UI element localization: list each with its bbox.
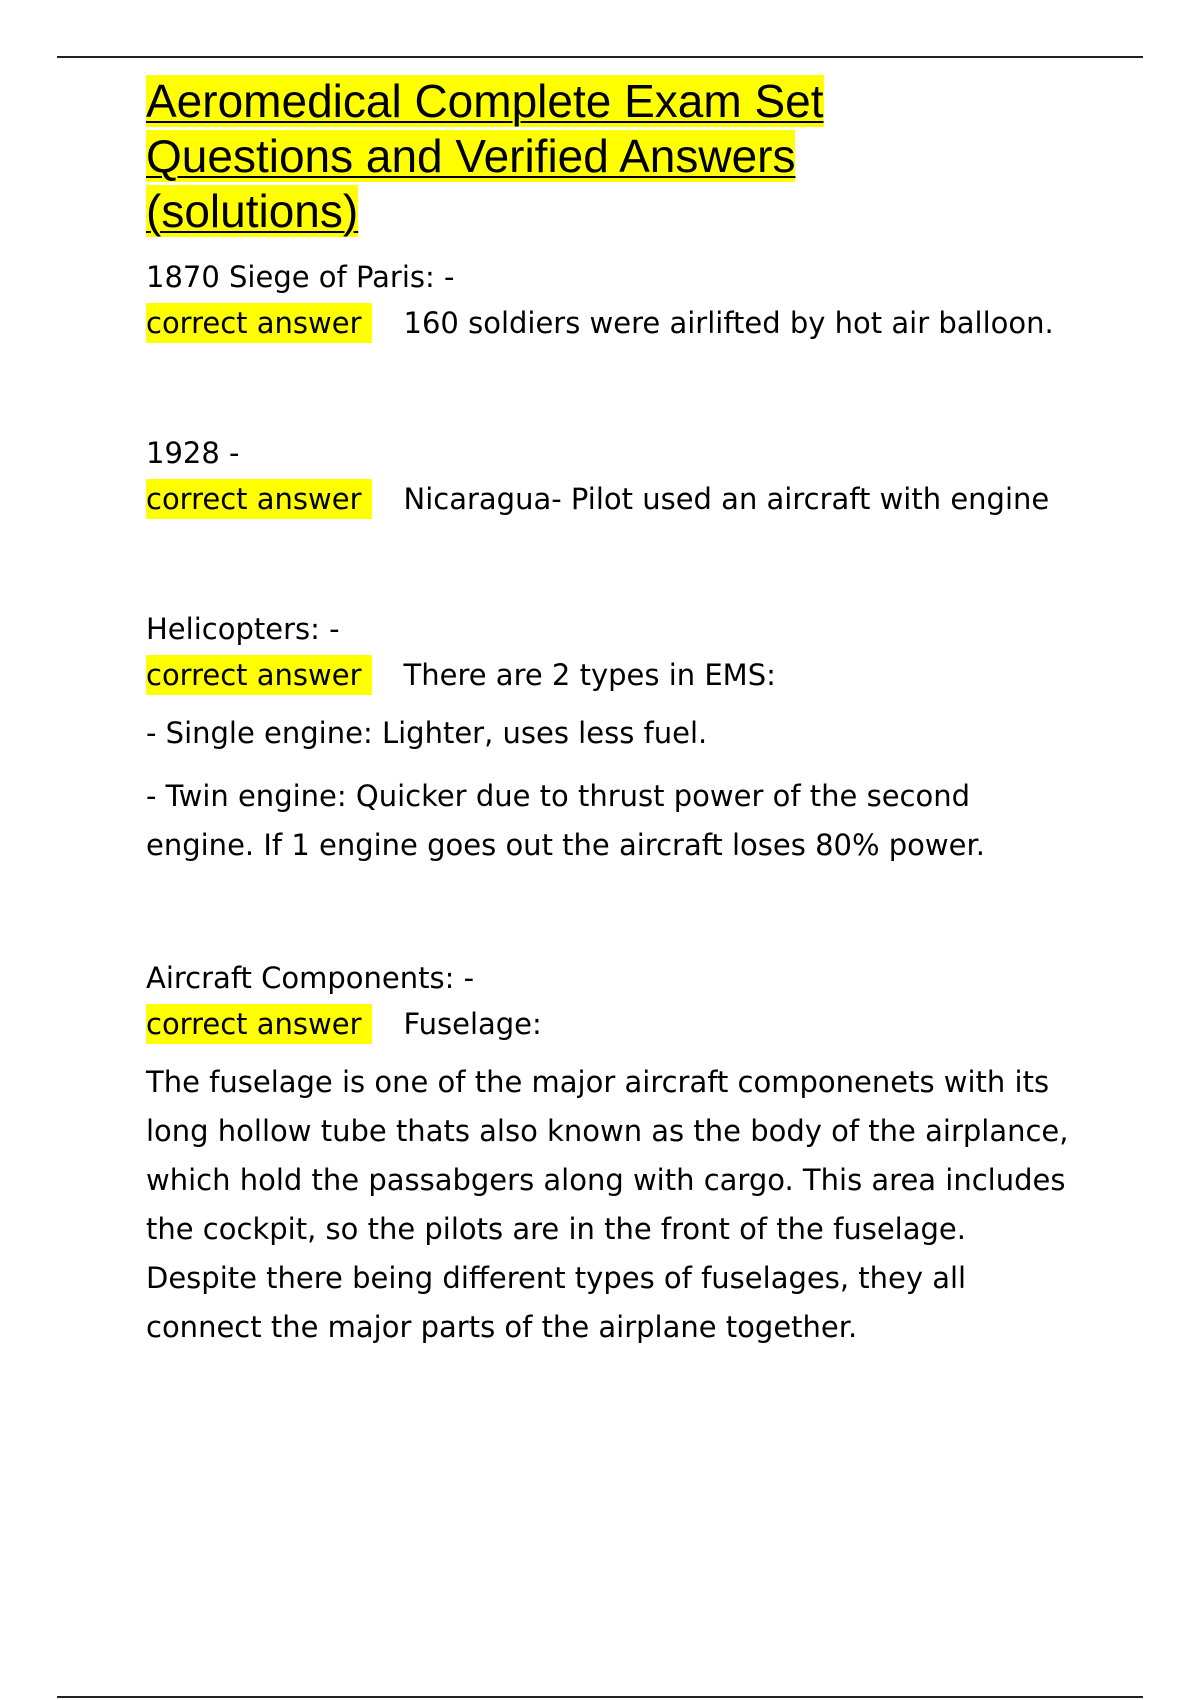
top-divider bbox=[57, 56, 1143, 58]
answer-text: 160 soldiers were airlifted by hot air balloon. bbox=[403, 306, 1054, 340]
answer-label-highlight: correct answer bbox=[146, 1004, 372, 1044]
answer-label-highlight: correct answer bbox=[146, 655, 372, 695]
title-line: Aeromedical Complete Exam Set bbox=[146, 75, 824, 127]
title-line: Questions and Verified Answers bbox=[146, 130, 796, 182]
title-line: (solutions) bbox=[146, 185, 359, 237]
answer-row bbox=[146, 655, 1086, 695]
answer-row bbox=[146, 303, 1086, 343]
answer-row bbox=[146, 479, 1086, 519]
question-text: Helicopters: - bbox=[146, 612, 340, 646]
answer-text: Fuselage: bbox=[403, 1007, 542, 1041]
qa-entry bbox=[146, 433, 1086, 519]
question-text: Aircraft Components: - bbox=[146, 961, 475, 995]
question-text: 1870 Siege of Paris: - bbox=[146, 260, 455, 294]
answer-detail: The fuselage is one of the major aircraft componenets with its long hollow tube thats also known as the body of the airplance, which hold the passabgers along with cargo. This area includes the cockpit, so the pilots are in the front of the fuselage. Despite there being different types of fuselages, they all connect the major parts of the airplane together. bbox=[146, 1065, 1069, 1344]
answer-text: There are 2 types in EMS: bbox=[403, 658, 776, 692]
answer-row bbox=[146, 1004, 1086, 1044]
answer-detail: - Twin engine: Quicker due to thrust power of the second engine. If 1 engine goes out the aircraft loses 80% power. bbox=[146, 779, 985, 862]
answer-text: Nicaragua- Pilot used an aircraft with engine bbox=[403, 482, 1050, 516]
answer-detail: - Single engine: Lighter, uses less fuel. bbox=[146, 716, 708, 750]
document-title bbox=[146, 74, 906, 239]
qa-entry bbox=[146, 958, 1086, 1352]
answer-label-highlight: correct answer bbox=[146, 303, 372, 343]
qa-entry bbox=[146, 609, 1086, 870]
bottom-divider bbox=[57, 1696, 1143, 1698]
qa-entry bbox=[146, 257, 1086, 343]
answer-label-highlight: correct answer bbox=[146, 479, 372, 519]
question-text: 1928 - bbox=[146, 436, 240, 470]
document-body bbox=[146, 74, 1086, 1352]
